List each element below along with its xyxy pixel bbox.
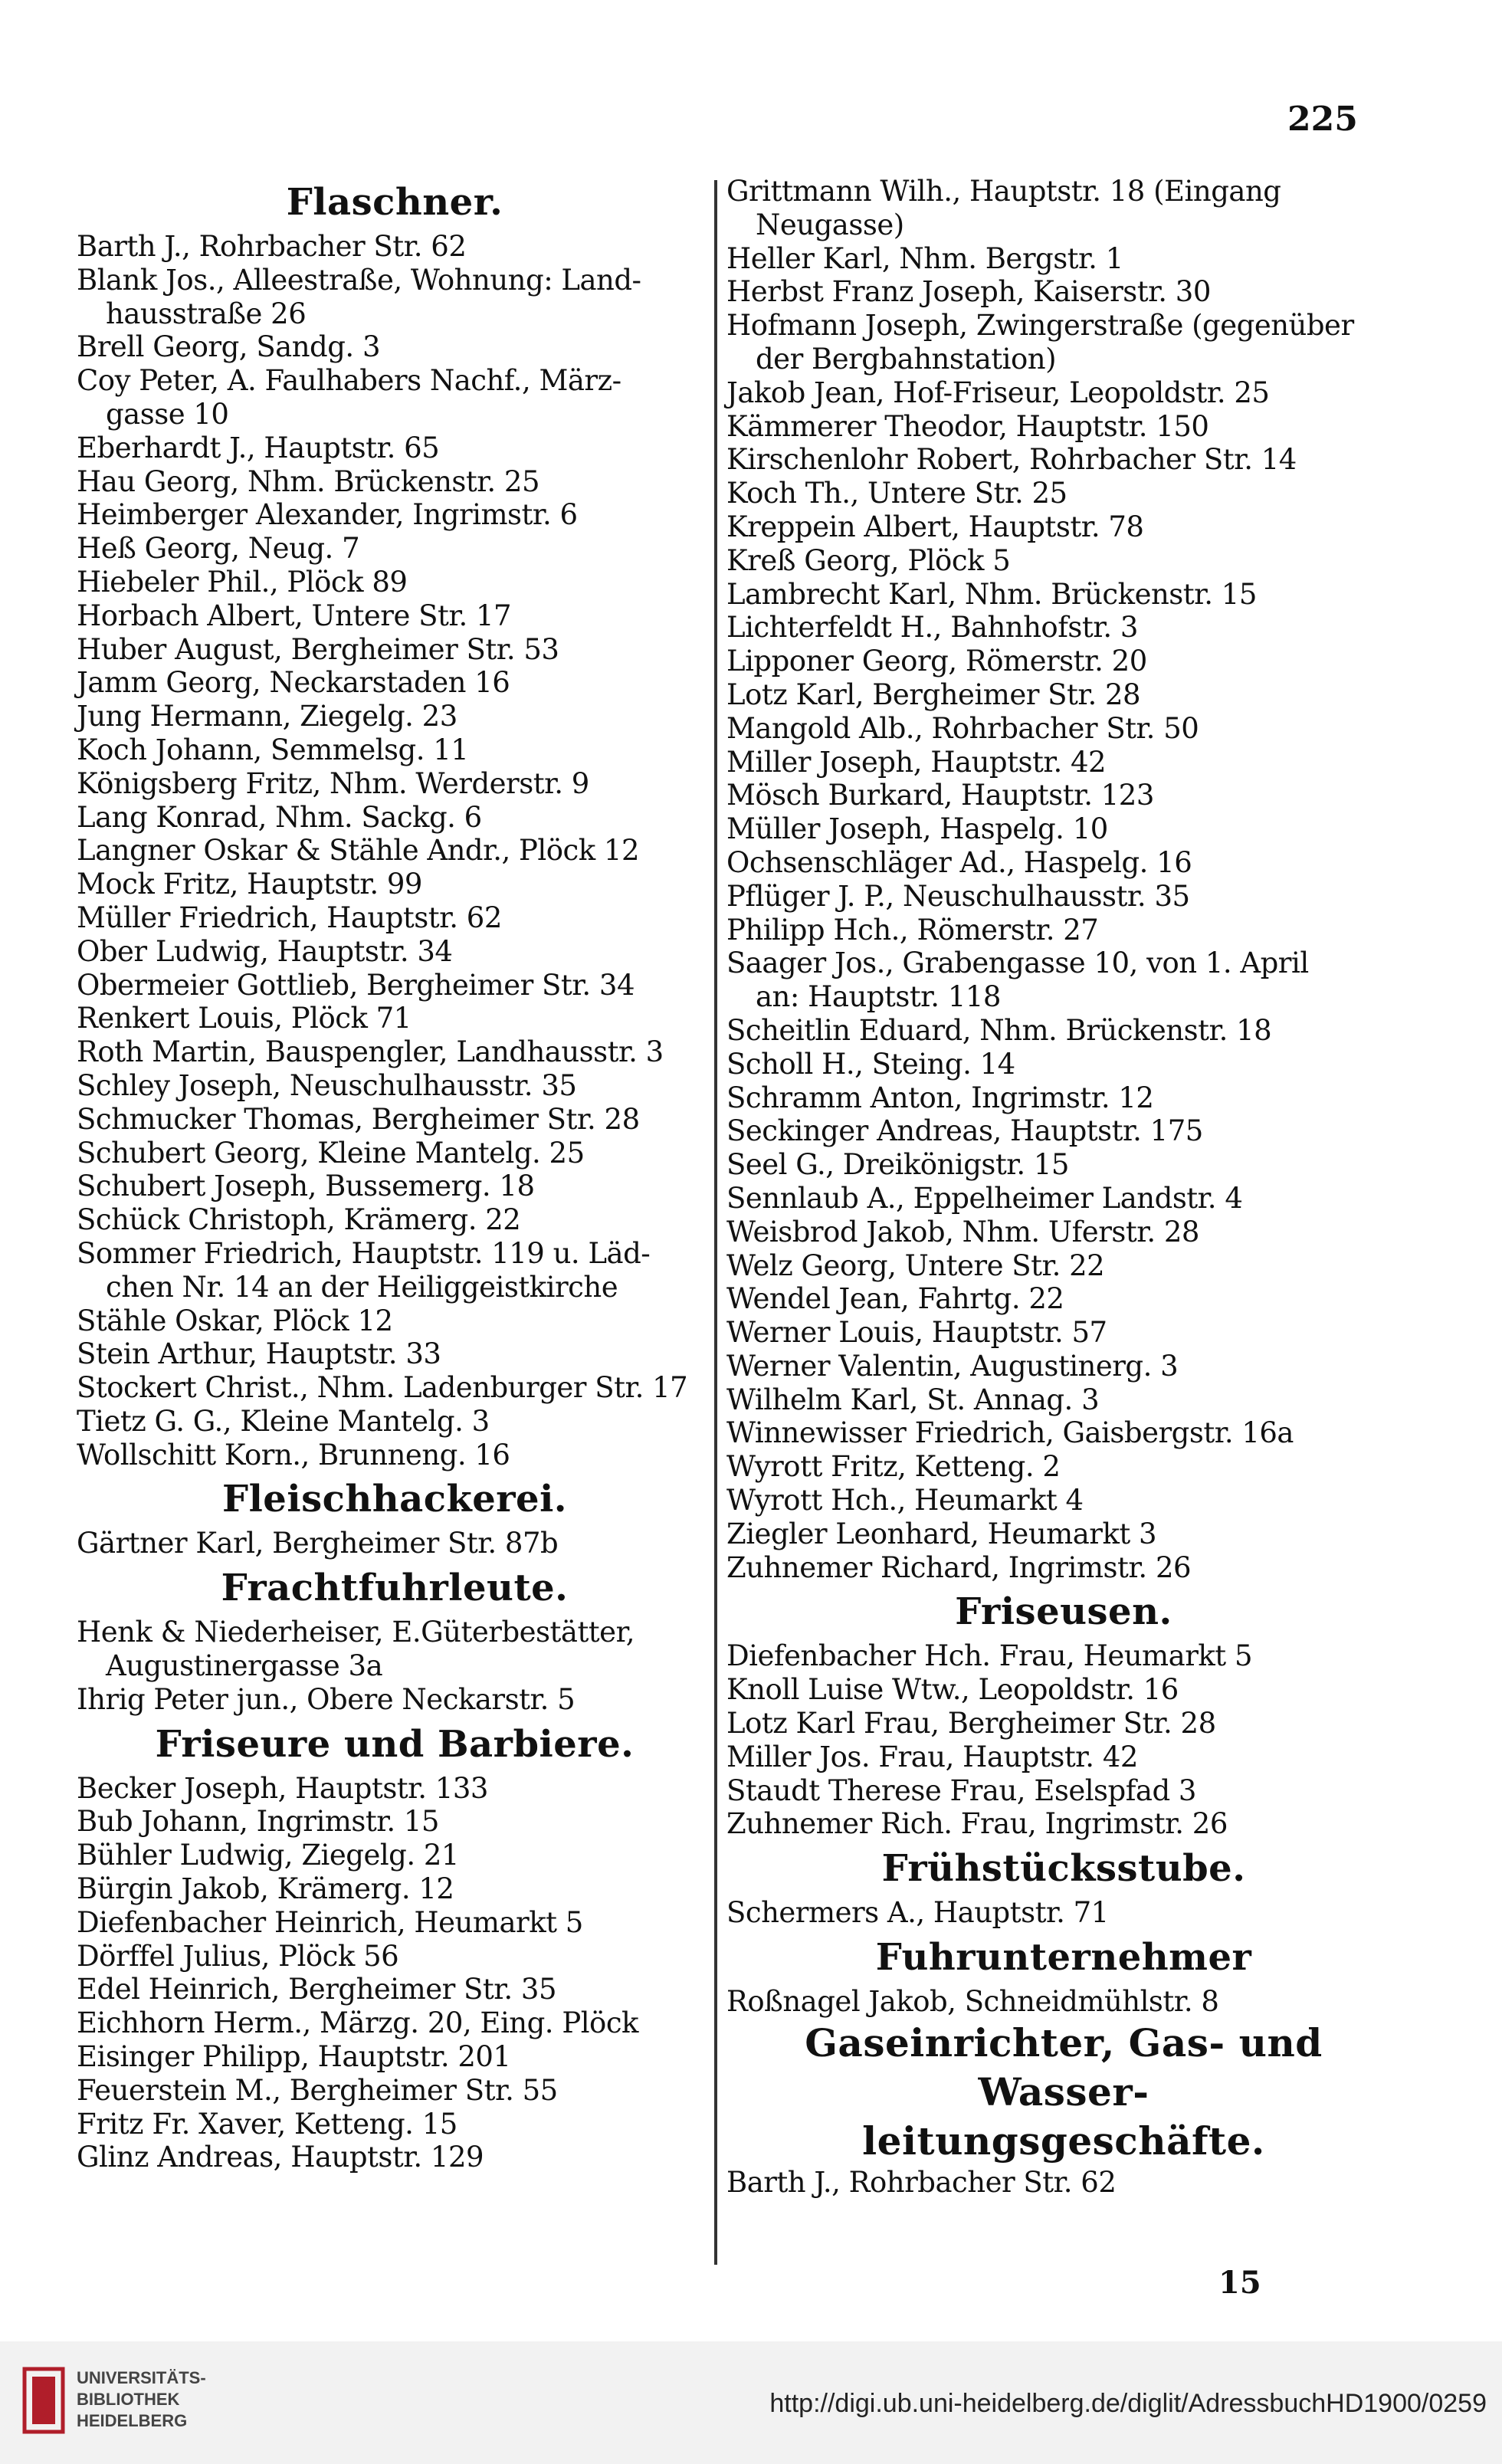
directory-entry: Stähle Oskar, Plöck 12 (77, 1304, 393, 1337)
directory-entry: Ochsenschläger Ad., Haspelg. 16 (726, 845, 1192, 879)
directory-entry-continuation: an: Hauptstr. 118 (756, 980, 1001, 1014)
directory-entry: Dörffel Julius, Plöck 56 (77, 1939, 399, 1973)
directory-entry: Kirschenlohr Robert, Rohrbacher Str. 14 (726, 443, 1297, 477)
directory-entry: Koch Johann, Semmelsg. 11 (77, 733, 469, 766)
directory-entry: Schramm Anton, Ingrimstr. 12 (726, 1081, 1154, 1114)
directory-entry: Wyrott Hch., Heumarkt 4 (726, 1484, 1084, 1517)
section-heading: Fuhrunternehmer (875, 1936, 1252, 1980)
directory-entry: Lotz Karl, Bergheimer Str. 28 (726, 678, 1141, 711)
section-heading: Frühstücksstube. (881, 1847, 1246, 1891)
directory-entry: Hiebeler Phil., Plöck 89 (77, 565, 408, 599)
directory-entry: Knoll Luise Wtw., Leopoldstr. 16 (726, 1673, 1179, 1707)
directory-entry: Tietz G. G., Kleine Mantelg. 3 (77, 1404, 490, 1438)
section-heading: Fleischhackerei. (221, 1478, 568, 1521)
directory-entry: Miller Jos. Frau, Hauptstr. 42 (726, 1740, 1138, 1773)
section-heading: Gaseinrichter, Gas- und Wasser- (805, 2019, 1323, 2115)
directory-entry: Kämmerer Theodor, Hauptstr. 150 (726, 409, 1209, 443)
directory-entry: Mösch Burkard, Hauptstr. 123 (726, 779, 1154, 812)
directory-entry: Fritz Fr. Xaver, Ketteng. 15 (77, 2107, 457, 2141)
directory-entry: Saager Jos., Grabengasse 10, von 1. April (726, 947, 1309, 980)
directory-entry: Lipponer Georg, Römerstr. 20 (726, 645, 1147, 678)
directory-entry: Scholl H., Steing. 14 (726, 1047, 1015, 1081)
directory-entry: Koch Th., Untere Str. 25 (726, 477, 1067, 510)
directory-entry: Werner Louis, Hauptstr. 57 (726, 1316, 1107, 1350)
column-divider (714, 180, 717, 2265)
directory-entry-continuation: Neugasse) (756, 208, 904, 241)
directory-entry: Scheitlin Eduard, Nhm. Brückenstr. 18 (726, 1013, 1272, 1047)
directory-entry: Wendel Jean, Fahrtg. 22 (726, 1282, 1064, 1316)
directory-entry: Heller Karl, Nhm. Bergstr. 1 (726, 241, 1123, 275)
directory-entry: Zuhnemer Richard, Ingrimstr. 26 (726, 1550, 1192, 1584)
library-line: HEIDELBERG (77, 2411, 188, 2430)
directory-entry: Renkert Louis, Plöck 71 (77, 1002, 412, 1035)
directory-entry: Sommer Friedrich, Hauptstr. 119 u. Läd- (77, 1236, 651, 1270)
directory-entry: Barth J., Rohrbacher Str. 62 (726, 2165, 1117, 2199)
directory-entry: Staudt Therese Frau, Eselspfad 3 (726, 1773, 1196, 1807)
directory-entry-continuation: Augustinergasse 3a (106, 1649, 383, 1683)
footer-bar (0, 2341, 1502, 2464)
directory-entry: Wollschitt Korn., Brunneng. 16 (77, 1438, 510, 1472)
library-logo-icon (21, 2366, 66, 2435)
directory-entry: Roßnagel Jakob, Schneidmühlstr. 8 (726, 1985, 1219, 2019)
directory-entry: Winnewisser Friedrich, Gaisbergstr. 16a (726, 1416, 1294, 1450)
directory-entry: Schubert Georg, Kleine Mantelg. 25 (77, 1136, 585, 1170)
directory-entry: Langner Oskar & Stähle Andr., Plöck 12 (77, 834, 639, 868)
directory-entry: Barth J., Rohrbacher Str. 62 (77, 230, 467, 263)
directory-entry: Eberhardt J., Hauptstr. 65 (77, 431, 440, 464)
directory-entry: Sennlaub A., Eppelheimer Landstr. 4 (726, 1181, 1243, 1215)
directory-entry: Ihrig Peter jun., Obere Neckarstr. 5 (77, 1682, 576, 1716)
directory-entry: Bühler Ludwig, Ziegelg. 21 (77, 1839, 459, 1872)
section-heading: Flaschner. (286, 181, 503, 224)
directory-entry: Jamm Georg, Neckarstaden 16 (77, 666, 510, 700)
directory-entry: Gärtner Karl, Bergheimer Str. 87b (77, 1527, 559, 1560)
directory-entry: Welz Georg, Untere Str. 22 (726, 1248, 1105, 1282)
directory-entry: Feuerstein M., Bergheimer Str. 55 (77, 2073, 558, 2107)
directory-entry: Müller Friedrich, Hauptstr. 62 (77, 901, 502, 934)
directory-entry: Hau Georg, Nhm. Brückenstr. 25 (77, 464, 540, 498)
library-line: UNIVERSITÄTS- (77, 2368, 206, 2387)
signature-mark: 15 (1218, 2265, 1261, 2301)
directory-entry: Brell Georg, Sandg. 3 (77, 330, 380, 364)
library-name (77, 2367, 206, 2432)
directory-entry: Blank Jos., Alleestraße, Wohnung: Land- (77, 263, 641, 297)
directory-entry: Mangold Alb., Rohrbacher Str. 50 (726, 711, 1199, 745)
directory-entry: Heimberger Alexander, Ingrimstr. 6 (77, 498, 578, 532)
directory-entry-continuation: gasse 10 (106, 397, 229, 431)
directory-entry: Zuhnemer Rich. Frau, Ingrimstr. 26 (726, 1807, 1228, 1841)
directory-entry: Seckinger Andreas, Hauptstr. 175 (726, 1114, 1203, 1148)
directory-entry-continuation: hausstraße 26 (106, 297, 307, 330)
directory-entry: Ziegler Leonhard, Heumarkt 3 (726, 1517, 1157, 1550)
directory-entry: Grittmann Wilh., Hauptstr. 18 (Eingang (726, 175, 1281, 208)
directory-entry: Kreß Georg, Plöck 5 (726, 543, 1011, 577)
directory-entry: Roth Martin, Bauspengler, Landhausstr. 3 (77, 1035, 664, 1069)
directory-entry: Werner Valentin, Augustinerg. 3 (726, 1349, 1179, 1383)
directory-entry: Bub Johann, Ingrimstr. 15 (77, 1805, 439, 1839)
section-heading: Friseure und Barbiere. (155, 1722, 635, 1766)
directory-entry: Philipp Hch., Römerstr. 27 (726, 913, 1099, 947)
directory-entry: Schley Joseph, Neuschulhausstr. 35 (77, 1068, 577, 1102)
directory-entry: Coy Peter, A. Faulhabers Nachf., März- (77, 364, 621, 398)
directory-entry: Schmucker Thomas, Bergheimer Str. 28 (77, 1102, 640, 1136)
directory-entry: Lambrecht Karl, Nhm. Brückenstr. 15 (726, 577, 1257, 611)
directory-entry: Jung Hermann, Ziegelg. 23 (77, 700, 457, 733)
directory-entry: Ober Ludwig, Hauptstr. 34 (77, 934, 453, 968)
directory-entry: Schubert Joseph, Bussemerg. 18 (77, 1170, 535, 1203)
section-heading: Friseusen. (955, 1590, 1172, 1634)
directory-entry: Wilhelm Karl, St. Annag. 3 (726, 1383, 1100, 1416)
directory-entry: Stockert Christ., Nhm. Ladenburger Str. 17 (77, 1371, 688, 1405)
source-url-link[interactable]: http://digi.ub.uni-heidelberg.de/diglit/AdressbuchHD1900/0259 (769, 2389, 1487, 2418)
directory-entry: Lichterfeldt H., Bahnhofstr. 3 (726, 611, 1138, 645)
directory-entry: Seel G., Dreikönigstr. 15 (726, 1148, 1069, 1182)
directory-entry: Eichhorn Herm., Märzg. 20, Eing. Plöck (77, 2006, 638, 2040)
directory-entry: Schück Christoph, Krämerg. 22 (77, 1203, 521, 1237)
directory-entry: Lang Konrad, Nhm. Sackg. 6 (77, 800, 482, 834)
directory-entry-continuation: der Bergbahnstation) (756, 342, 1057, 376)
section-heading: Frachtfuhrleute. (221, 1567, 569, 1610)
directory-entry: Obermeier Gottlieb, Bergheimer Str. 34 (77, 968, 635, 1002)
directory-entry: Mock Fritz, Hauptstr. 99 (77, 868, 422, 901)
directory-entry: Stein Arthur, Hauptstr. 33 (77, 1337, 441, 1371)
directory-entry: Eisinger Philipp, Hauptstr. 201 (77, 2040, 511, 2074)
directory-entry: Edel Heinrich, Bergheimer Str. 35 (77, 1973, 556, 2006)
directory-entry: Kreppein Albert, Hauptstr. 78 (726, 510, 1144, 543)
directory-entry: Pflüger J. P., Neuschulhausstr. 35 (726, 879, 1190, 913)
directory-entry: Becker Joseph, Hauptstr. 133 (77, 1771, 488, 1805)
directory-entry: Horbach Albert, Untere Str. 17 (77, 599, 512, 632)
directory-entry: Herbst Franz Joseph, Kaiserstr. 30 (726, 275, 1211, 309)
directory-entry: Bürgin Jakob, Krämerg. 12 (77, 1872, 454, 1906)
directory-entry: Königsberg Fritz, Nhm. Werderstr. 9 (77, 766, 589, 800)
directory-entry: Hofmann Joseph, Zwingerstraße (gegenüber (726, 309, 1354, 343)
left-column (77, 175, 713, 2174)
directory-entry: Diefenbacher Hch. Frau, Heumarkt 5 (726, 1639, 1252, 1673)
directory-entry: Glinz Andreas, Hauptstr. 129 (77, 2141, 484, 2174)
directory-entry: Heß Georg, Neug. 7 (77, 532, 360, 566)
directory-entry: Huber August, Bergheimer Str. 53 (77, 632, 559, 666)
library-line: BIBLIOTHEK (77, 2390, 180, 2409)
directory-entry: Diefenbacher Heinrich, Heumarkt 5 (77, 1905, 583, 1939)
directory-entry-continuation: chen Nr. 14 an der Heiliggeistkirche (106, 1270, 618, 1304)
directory-entry: Lotz Karl Frau, Bergheimer Str. 28 (726, 1707, 1216, 1741)
right-column (726, 175, 1401, 2200)
directory-entry: Jakob Jean, Hof-Friseur, Leopoldstr. 25 (726, 376, 1270, 409)
directory-entry: Weisbrod Jakob, Nhm. Uferstr. 28 (726, 1215, 1199, 1248)
directory-entry: Miller Joseph, Hauptstr. 42 (726, 745, 1107, 779)
directory-entry: Schermers A., Hauptstr. 71 (726, 1896, 1109, 1930)
section-heading: leitungsgeschäfte. (862, 2118, 1265, 2164)
directory-entry: Wyrott Fritz, Ketteng. 2 (726, 1450, 1061, 1484)
directory-entry: Müller Joseph, Haspelg. 10 (726, 812, 1108, 846)
directory-entry: Henk & Niederheiser, E.Güterbestätter, (77, 1616, 635, 1649)
page-number: 225 (1287, 100, 1358, 139)
